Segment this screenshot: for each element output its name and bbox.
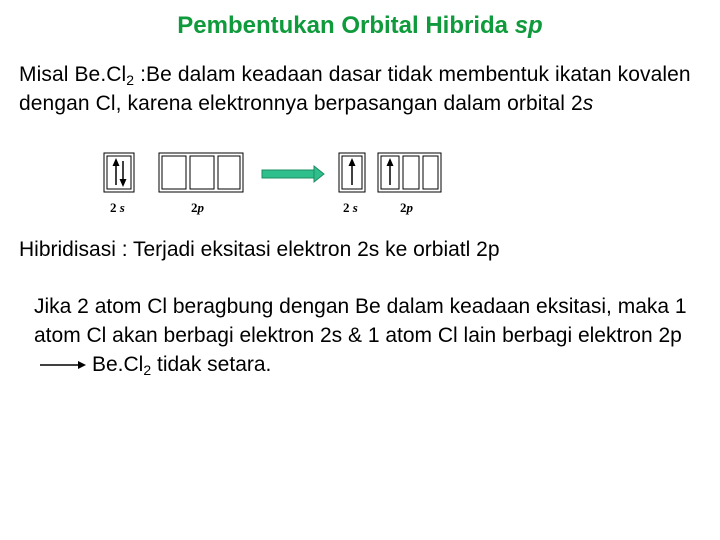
up-arrow-icon (387, 158, 394, 185)
ground-2s-label: 2 s (110, 200, 125, 215)
ground-2p-label: 2p (191, 200, 204, 215)
ground-2s-box (104, 153, 134, 192)
slide-title (0, 12, 720, 40)
para1-orbital: s (582, 92, 594, 115)
result-prefix: Be.Cl (92, 353, 144, 376)
para1-rest: :Be dalam keadaan dasar tidak membentuk ikatan kovalen dengan Cl, karena elektronnya berpasangan dalam orbital 2 (19, 63, 691, 115)
conclusion-paragraph (34, 292, 694, 379)
up-arrow-icon (113, 158, 120, 185)
title-main: Pembentukan Orbital Hibrida (177, 12, 509, 39)
excited-2p-boxes (378, 153, 441, 192)
result-subscript: 2 (143, 362, 152, 378)
ground-2p-boxes (159, 153, 243, 192)
title-emphasis: sp (514, 12, 543, 39)
up-arrow-icon (349, 158, 356, 185)
excited-2s-box (339, 153, 365, 192)
transition-arrow-icon (262, 166, 324, 182)
para1-prefix: Misal Be.Cl (19, 63, 127, 86)
para2-text: Jika 2 atom Cl beragbung dengan Be dalam keadaan eksitasi, maka 1 atom Cl akan berbagi elektron 2s & 1 atom Cl lain berbagi elektron 2p (34, 295, 687, 347)
down-arrow-icon (120, 161, 127, 187)
excited-2s-label: 2 s (343, 200, 358, 215)
right-arrow-icon (38, 359, 88, 371)
intro-paragraph (19, 60, 709, 118)
hibridisasi-line: Hibridisasi : Terjadi eksitasi elektron 2s ke orbiatl 2p (19, 238, 500, 261)
result-rest: tidak setara. (151, 353, 272, 376)
para1-subscript: 2 (126, 72, 135, 88)
excited-2p-label: 2p (400, 200, 413, 215)
